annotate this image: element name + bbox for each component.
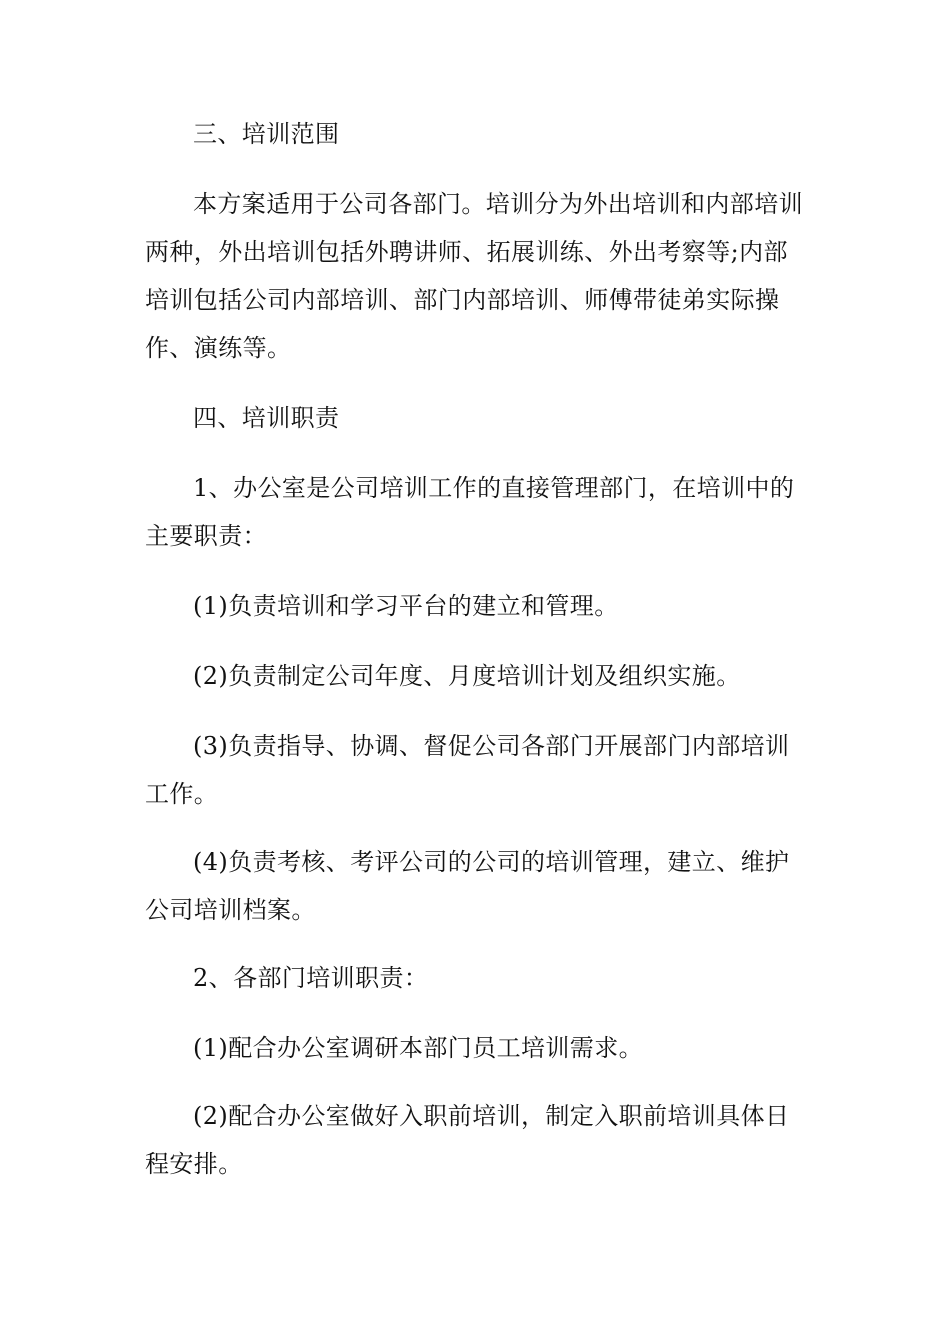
paragraph-department-duties: 2、各部门培训职责： <box>193 964 429 992</box>
section-heading-scope: 三、培训范围 <box>193 120 340 148</box>
list-item-office-3: (3)负责指导、协调、督促公司各部门开展部门内部培训工作。 <box>145 732 790 808</box>
section-heading-duties: 四、培训职责 <box>193 404 340 432</box>
list-item-office-4: (4)负责考核、考评公司的公司的培训管理，建立、维护公司培训档案。 <box>145 848 790 924</box>
paragraph-office-duties: 1、办公室是公司培训工作的直接管理部门，在培训中的主要职责： <box>145 474 795 550</box>
paragraph-scope-body: 本方案适用于公司各部门。培训分为外出培训和内部培训两种，外出培训包括外聘讲师、拓展训练、外出考察等;内部培训包括公司内部培训、部门内部培训、师傅带徒弟实际操作、演练等。 <box>145 190 803 362</box>
list-item-office-2: (2)负责制定公司年度、月度培训计划及组织实施。 <box>193 662 741 690</box>
list-item-department-2: (2)配合办公室做好入职前培训，制定入职前培训具体日程安排。 <box>145 1102 790 1178</box>
list-item-office-1: (1)负责培训和学习平台的建立和管理。 <box>193 592 619 620</box>
list-item-department-1: (1)配合办公室调研本部门员工培训需求。 <box>193 1034 643 1062</box>
